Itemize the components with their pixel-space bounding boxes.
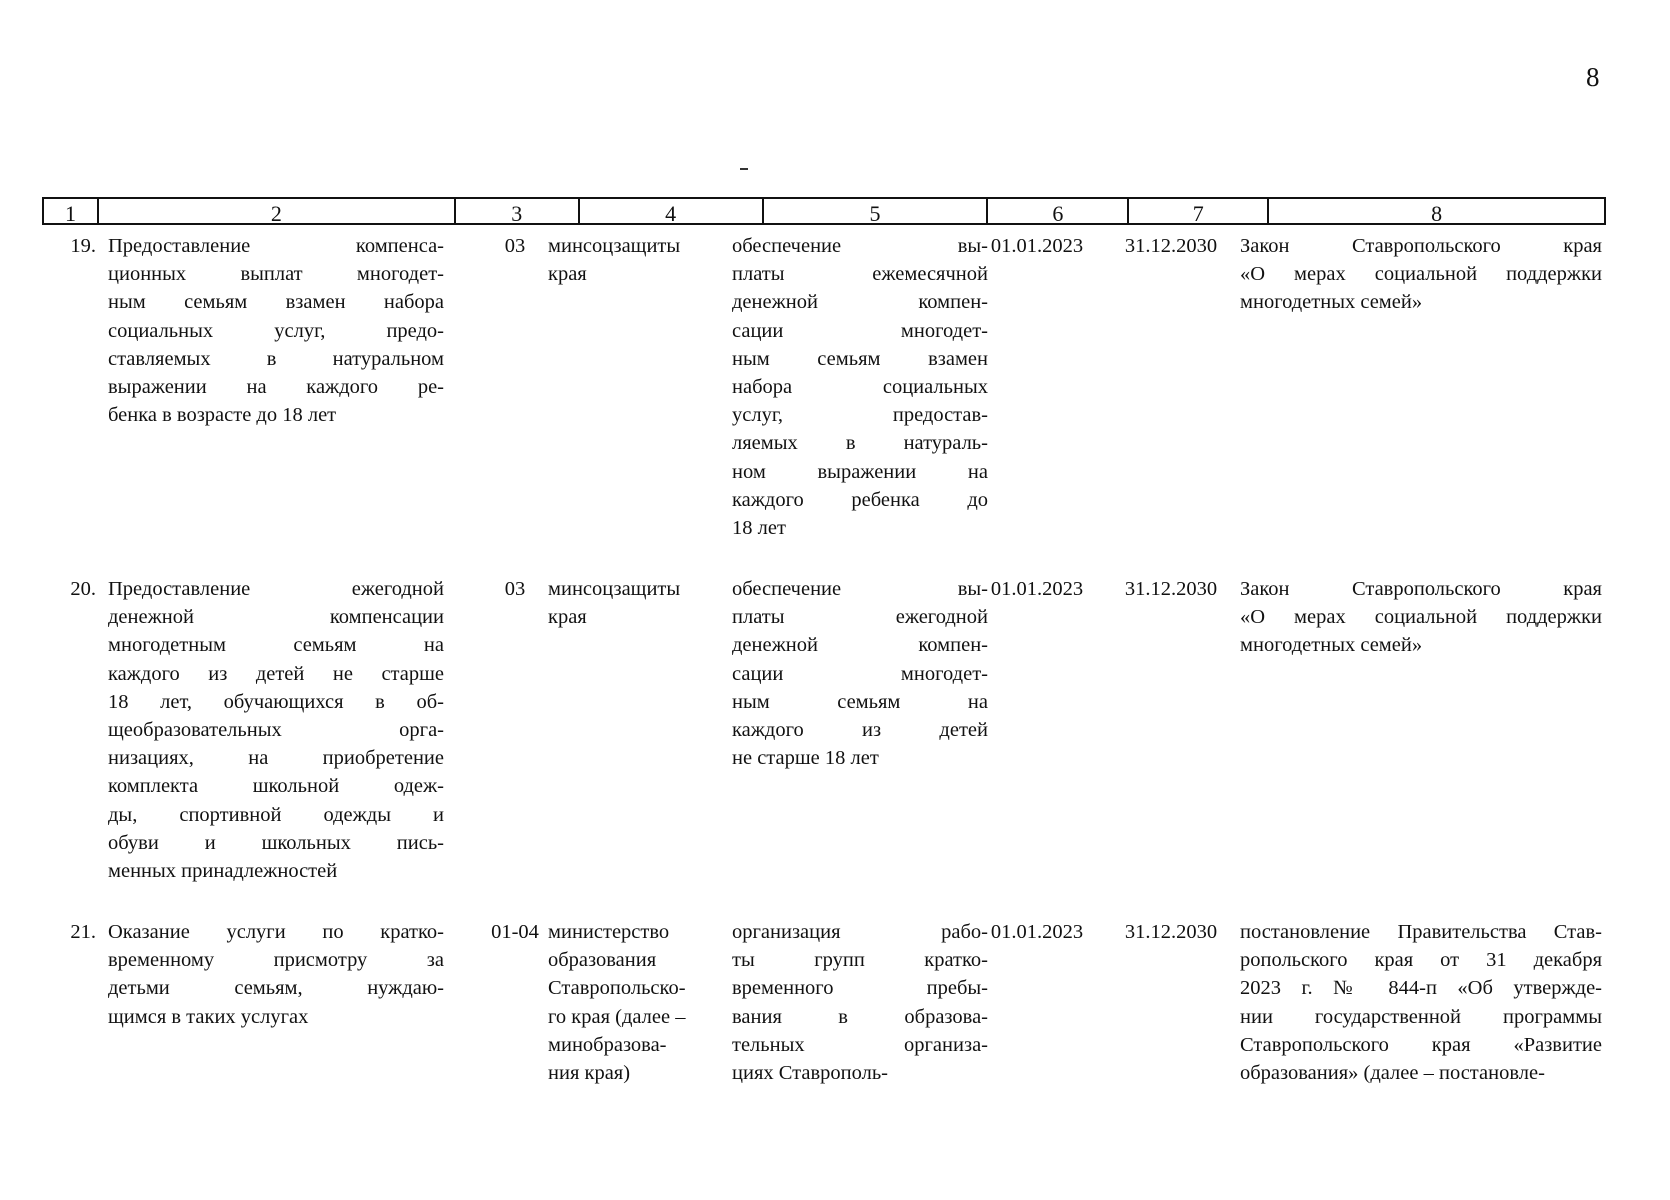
responsible-executor <box>548 232 763 288</box>
executor-line: образования <box>548 949 657 972</box>
purpose-line: тельных организа- <box>732 1033 988 1056</box>
measure-name-line: социальных услуг, предо- <box>108 319 444 342</box>
purpose-line: организация рабо- <box>732 921 988 943</box>
measure-name-line: Предоставление ежегодной <box>108 578 444 600</box>
legal-basis-line: образования» (далее – постановле- <box>1240 1062 1545 1085</box>
measure-name-line: обуви и школьных пись- <box>108 831 444 854</box>
measure-purpose <box>732 918 988 1087</box>
legal-basis <box>1240 575 1602 660</box>
measure-name-line: комплекта школьной одеж- <box>108 775 444 798</box>
legal-basis <box>1240 918 1602 1087</box>
row-number: 19. <box>70 235 96 257</box>
legal-basis-line: многодетных семей» <box>1240 291 1423 314</box>
purpose-line: вания в образова- <box>732 1005 988 1028</box>
column-number-6: 6 <box>988 199 1129 223</box>
dash-mark <box>740 168 748 170</box>
measure-name-line: щеобразовательных орга- <box>108 719 444 742</box>
measure-name-line: 18 лет, обучающихся в об- <box>108 690 444 713</box>
measure-name-line: ным семьям взамен набора <box>108 291 444 314</box>
row-number: 20. <box>70 578 96 600</box>
purpose-line: платы ежегодной <box>732 606 988 629</box>
column-number-7: 7 <box>1129 199 1269 223</box>
measure-name-line: ды, спортивной одежды и <box>108 803 444 826</box>
start-date: 01.01.2023 <box>990 578 1084 600</box>
purpose-line: обеспечение вы- <box>732 235 988 257</box>
purpose-line: каждого из детей <box>732 719 988 742</box>
executor-line: минсоцзащиты <box>548 235 681 257</box>
purpose-line: платы ежемесячной <box>732 263 988 286</box>
row-number: 21. <box>70 921 96 943</box>
legal-basis-line: «О мерах социальной поддержки <box>1240 263 1602 286</box>
end-date: 31.12.2030 <box>1124 235 1218 257</box>
measure-name-line: временному присмотру за <box>108 949 444 972</box>
column-number-3: 3 <box>456 199 580 223</box>
category-code: 03 <box>504 235 526 257</box>
purpose-line: сации многодет- <box>732 319 988 342</box>
start-date: 01.01.2023 <box>990 235 1084 257</box>
measure-name-line: низациях, на приобретение <box>108 747 444 770</box>
purpose-line: денежной компен- <box>732 291 988 314</box>
purpose-line: временного пребы- <box>732 977 988 1000</box>
start-date: 01.01.2023 <box>990 921 1084 943</box>
legal-basis-line: многодетных семей» <box>1240 634 1423 657</box>
column-number-8: 8 <box>1431 201 1443 226</box>
column-number-5: 5 <box>764 199 989 223</box>
end-date: 31.12.2030 <box>1124 921 1218 943</box>
purpose-line: ты групп кратко- <box>732 949 988 972</box>
executor-line: минсоцзащиты <box>548 578 681 600</box>
purpose-line: 18 лет <box>732 517 786 540</box>
legal-basis-line: Закон Ставропольского края <box>1240 235 1602 257</box>
purpose-line: циях Ставрополь- <box>732 1062 888 1085</box>
column-number-2: 2 <box>99 199 456 223</box>
executor-line: министерство <box>548 921 670 943</box>
responsible-executor <box>548 918 763 1087</box>
purpose-line: ляемых в натураль- <box>732 432 988 455</box>
purpose-line: набора социальных <box>732 376 988 399</box>
measure-purpose <box>732 575 988 772</box>
purpose-line: каждого ребенка до <box>732 488 988 511</box>
measure-name <box>108 232 444 429</box>
measure-purpose <box>732 232 988 542</box>
legal-basis-line: 2023 г. № 844-п «Об утвержде- <box>1240 977 1602 1000</box>
legal-basis-line: ропольского края от 31 декабря <box>1240 949 1602 972</box>
executor-line: Ставропольско- <box>548 977 686 1000</box>
category-code: 01-04 <box>491 921 539 943</box>
measure-name-line: выражении на каждого ре- <box>108 376 444 399</box>
measure-name-line: детьми семьям, нуждаю- <box>108 977 444 1000</box>
purpose-line: ном выражении на <box>732 460 988 483</box>
executor-line: ния края) <box>548 1062 631 1085</box>
measure-name-line: ставляемых в натуральном <box>108 347 444 370</box>
executor-line: минобразова- <box>548 1033 667 1056</box>
measure-name-line: Оказание услуги по кратко- <box>108 921 444 943</box>
legal-basis-line: «О мерах социальной поддержки <box>1240 606 1602 629</box>
measure-name <box>108 575 444 885</box>
column-number-1: 1 <box>44 199 99 223</box>
measure-name-line: Предоставление компенса- <box>108 235 444 257</box>
purpose-line: ным семьям взамен <box>732 347 988 370</box>
executor-line: края <box>548 606 587 629</box>
measure-name-line: каждого из детей не старше <box>108 662 444 685</box>
measure-name <box>108 918 444 1031</box>
purpose-line: не старше 18 лет <box>732 747 879 770</box>
purpose-line: сации многодет- <box>732 662 988 685</box>
executor-line: го края (далее – <box>548 1005 686 1028</box>
measure-name-line: менных принадлежностей <box>108 860 338 883</box>
measure-name-line: ционных выплат многодет- <box>108 263 444 286</box>
legal-basis <box>1240 232 1602 317</box>
purpose-line: услуг, предостав- <box>732 404 988 427</box>
category-code: 03 <box>504 578 526 600</box>
purpose-line: денежной компен- <box>732 634 988 657</box>
purpose-line: ным семьям на <box>732 690 988 713</box>
column-number-4: 4 <box>580 199 764 223</box>
end-date: 31.12.2030 <box>1124 578 1218 600</box>
legal-basis-line: постановление Правительства Став- <box>1240 921 1602 943</box>
purpose-line: обеспечение вы- <box>732 578 988 600</box>
table-header-row <box>42 197 1606 225</box>
measure-name-line: денежной компенсации <box>108 606 444 629</box>
legal-basis-line: Ставропольского края «Развитие <box>1240 1033 1602 1056</box>
executor-line: края <box>548 263 587 286</box>
measure-name-line: бенка в возрасте до 18 лет <box>108 404 337 427</box>
responsible-executor <box>548 575 763 631</box>
legal-basis-line: нии государственной программы <box>1240 1005 1602 1028</box>
measure-name-line: щимся в таких услугах <box>108 1005 309 1028</box>
page-number: 8 <box>1586 62 1600 92</box>
legal-basis-line: Закон Ставропольского края <box>1240 578 1602 600</box>
measure-name-line: многодетным семьям на <box>108 634 444 657</box>
